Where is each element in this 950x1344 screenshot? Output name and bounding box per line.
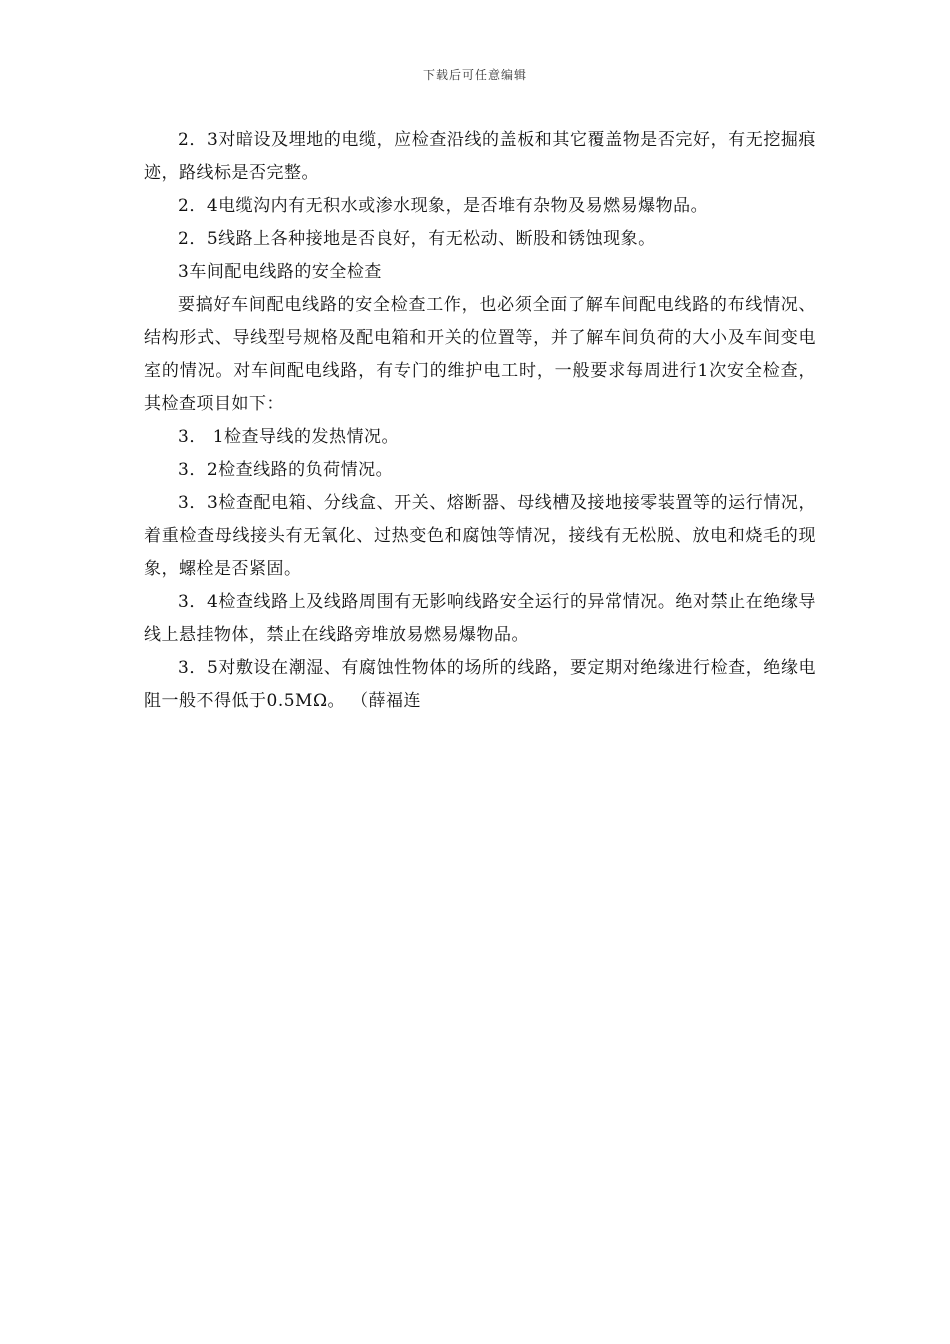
paragraph-3-intro: 要搞好车间配电线路的安全检查工作，也必须全面了解车间配电线路的布线情况、结构形式、导线型号规格及配电箱和开关的位置等，并了解车间负荷的大小及车间变电室的情况。对车间配电线路，有专门的维护电工时，一般要求每周进行1次安全检查，其检查项目如下： [144, 295, 816, 414]
page-header: 下载后可任意编辑 [422, 68, 527, 82]
paragraph-2-3: 2．3对暗设及埋地的电缆，应检查沿线的盖板和其它覆盖物是否完好，有无挖掘痕迹，路线标是否完整。 [144, 130, 816, 183]
paragraph-3-4: 3．4检查线路上及线路周围有无影响线路安全运行的异常情况。绝对禁止在绝缘导线上悬挂物体，禁止在线路旁堆放易燃易爆物品。 [144, 592, 816, 645]
paragraph-2-5: 2．5线路上各种接地是否良好，有无松动、断股和锈蚀现象。 [178, 229, 656, 249]
paragraph-3-5: 3．5对敷设在潮湿、有腐蚀性物体的场所的线路，要定期对绝缘进行检查，绝缘电阻一般不得低于0.5MΩ。 （薛福连 [144, 658, 816, 711]
paragraph-3-2: 3．2检查线路的负荷情况。 [178, 460, 394, 480]
section-heading-3: 3车间配电线路的安全检查 [178, 262, 382, 282]
paragraph-3-3: 3．3检查配电箱、分线盒、开关、熔断器、母线槽及接地接零装置等的运行情况，着重检查母线接头有无氧化、过热变色和腐蚀等情况，接线有无松脱、放电和烧毛的现象，螺栓是否紧固。 [144, 493, 816, 579]
paragraph-2-4: 2．4电缆沟内有无积水或渗水现象，是否堆有杂物及易燃易爆物品。 [178, 196, 709, 216]
paragraph-3-1: 3． 1检查导线的发热情况。 [178, 427, 400, 447]
document-body [144, 124, 816, 718]
